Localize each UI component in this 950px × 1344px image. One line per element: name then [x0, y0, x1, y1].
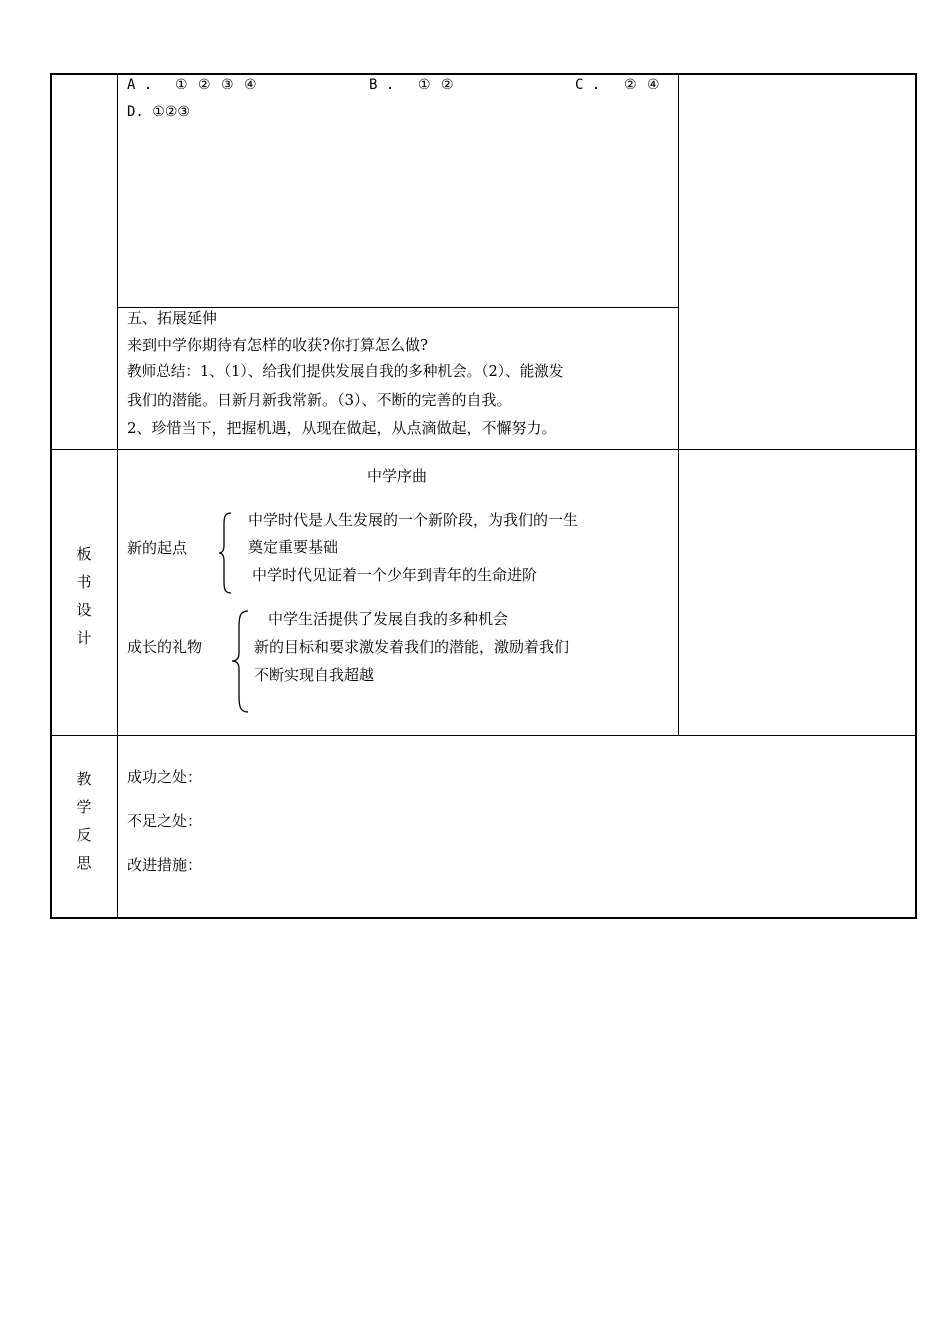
extension-summary-line-2: 我们的潜能。日新月新我常新。（3）、不断的完善的自我。 — [127, 391, 512, 409]
reflection-success: 成功之处： — [127, 768, 203, 786]
row-divider-reflection — [51, 735, 916, 736]
option-b-value: ① ② — [418, 77, 454, 93]
group-1-item-2: 奠定重要基础 — [248, 538, 339, 556]
group-2-label: 成长的礼物 — [127, 638, 203, 656]
reflection-label-char: 教 — [76, 770, 92, 788]
extension-summary-line-1: 教师总结：1、（1）、给我们提供发展自我的多种机会。（2）、能激发 — [127, 363, 564, 380]
group-1-label: 新的起点 — [127, 539, 188, 557]
table-right-border — [915, 73, 917, 919]
board-label-char: 书 — [76, 573, 92, 591]
table-left-border — [50, 73, 52, 919]
extension-heading: 五、拓展延伸 — [127, 309, 218, 327]
reflection-label-char: 学 — [76, 798, 92, 816]
reflection-label-char: 反 — [76, 826, 92, 844]
notes-column-divider — [678, 73, 679, 736]
group-2-item-3: 不断实现自我超越 — [254, 666, 375, 684]
table-bottom-border — [50, 917, 917, 919]
left-brace-icon — [218, 512, 234, 594]
group-1-item-3: 中学时代见证着一个少年到青年的生命进阶 — [252, 566, 538, 584]
group-1-item-1: 中学时代是人生发展的一个新阶段，为我们的一生 — [248, 511, 579, 529]
label-column-divider — [117, 73, 118, 919]
board-label-char: 计 — [76, 629, 92, 647]
board-label-char: 板 — [76, 545, 92, 563]
row-divider-board — [51, 449, 916, 450]
reflection-label-char: 思 — [76, 854, 92, 872]
option-d: D. ①②③ — [127, 104, 190, 120]
option-a-letter: A . — [127, 77, 153, 93]
board-label-char: 设 — [76, 601, 92, 619]
extension-summary-line-3: 2、珍惜当下，把握机遇，从现在做起，从点滴做起，不懈努力。 — [127, 419, 557, 437]
option-c-letter: C . — [575, 77, 601, 93]
reflection-improvement: 改进措施： — [127, 856, 203, 874]
board-title: 中学序曲 — [367, 467, 428, 485]
extension-question: 来到中学你期待有怎样的收获?你打算怎么做? — [127, 336, 429, 354]
option-c-value: ② ④ — [624, 77, 660, 93]
left-brace-icon — [231, 610, 251, 713]
option-a-value: ① ② ③ ④ — [175, 77, 257, 93]
group-2-item-2: 新的目标和要求激发着我们的潜能，激励着我们 — [254, 638, 570, 656]
group-2-item-1: 中学生活提供了发展自我的多种机会 — [268, 610, 509, 628]
reflection-shortcoming: 不足之处： — [127, 812, 203, 830]
option-b-letter: B . — [369, 77, 395, 93]
